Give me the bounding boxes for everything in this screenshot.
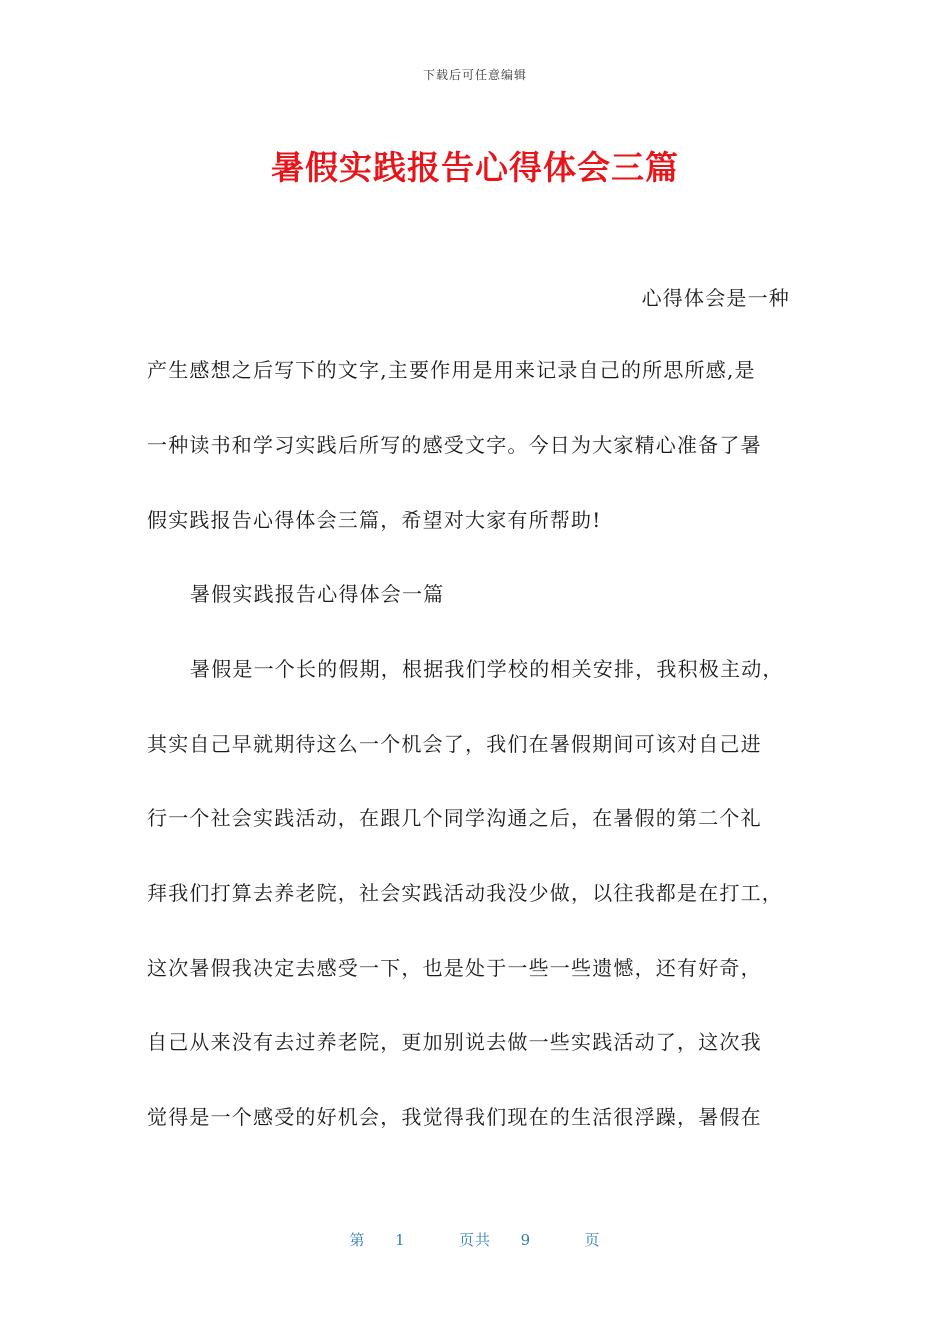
paragraph-line: 暑假是一个长的假期，根据我们学校的相关安排，我积极主动， bbox=[190, 657, 784, 681]
paragraph-line: 自己从来没有去过养老院，更加别说去做一些实践活动了，这次我 bbox=[147, 1030, 762, 1054]
paragraph-line: 这次暑假我决定去感受一下，也是处于一些一些遗憾，还有好奇， bbox=[147, 956, 762, 980]
section-heading: 暑假实践报告心得体会一篇 bbox=[190, 582, 445, 606]
page-footer bbox=[0, 1229, 950, 1250]
paragraph-line: 假实践报告心得体会三篇，希望对大家有所帮助! bbox=[147, 508, 602, 532]
paragraph-line: 行一个社会实践活动，在跟几个同学沟通之后，在暑假的第二个礼 bbox=[147, 806, 762, 830]
footer-page-suffix: 页 bbox=[584, 1231, 601, 1249]
footer-page-number: 1 bbox=[395, 1231, 406, 1249]
paragraph-line: 其实自己早就期待这么一个机会了，我们在暑假期间可该对自己进 bbox=[147, 732, 762, 756]
document-title: 暑假实践报告心得体会三篇 bbox=[271, 148, 679, 187]
footer-total-pages: 9 bbox=[520, 1231, 532, 1249]
paragraph-line: 一种读书和学习实践后所写的感受文字。今日为大家精心准备了暑 bbox=[147, 433, 762, 457]
header-note: 下载后可任意编辑 bbox=[422, 68, 527, 82]
paragraph-line: 拜我们打算去养老院，社会实践活动我没少做，以往我都是在打工， bbox=[147, 881, 783, 905]
paragraph-line: 产生感想之后写下的文字,主要作用是用来记录自己的所思所感,是 bbox=[147, 358, 756, 382]
footer-page-prefix: 第 bbox=[349, 1231, 366, 1249]
paragraph-line: 觉得是一个感受的好机会，我觉得我们现在的生活很浮躁，暑假在 bbox=[147, 1105, 762, 1129]
paragraph-line: 心得体会是一种 bbox=[641, 286, 790, 310]
footer-page-middle: 页共 bbox=[458, 1231, 491, 1249]
